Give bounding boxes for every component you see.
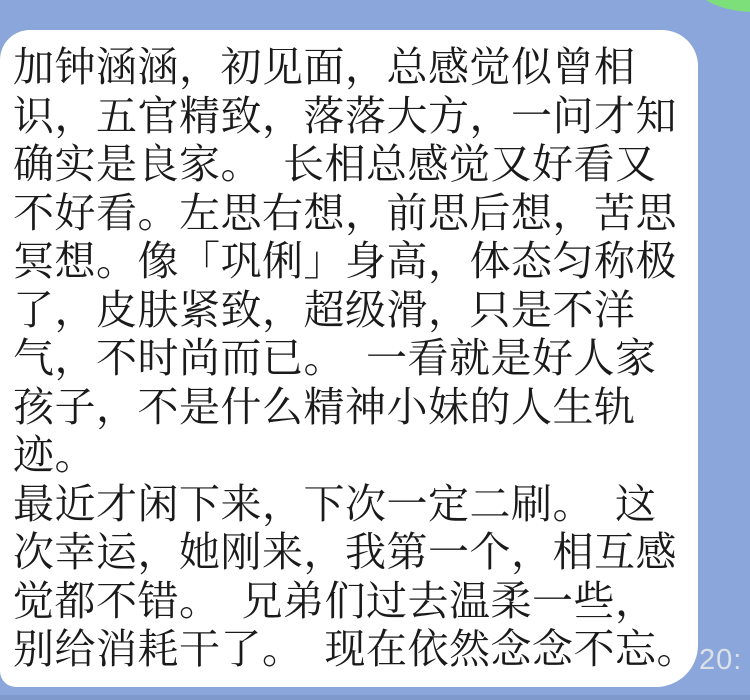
message-line: 次幸运，她刚来，我第一个，相互感: [13, 529, 677, 575]
message-line: 最近才闲下来，下次一定二刷。 这: [13, 480, 657, 527]
wallpaper-bottom-shade: [0, 695, 750, 700]
message-line: 孩子，不是什么精神小妹的人生轨: [13, 383, 636, 430]
message-line: 了，皮肤紧致，超级滑，只是不洋: [13, 286, 636, 333]
message-line: 确实是良家。 长相总感觉又好看又: [13, 141, 657, 187]
message-bubble[interactable]: [0, 30, 698, 687]
message-line: 不好看。左思右想，前思后想，苦思: [13, 189, 677, 236]
message-line: 识，五官精致，落落大方，一问才知: [13, 92, 677, 139]
message-line: 加钟涵涵，初见面，总感觉似曾相: [13, 44, 636, 90]
message-line: 冥想。像「巩俐」身高，体态匀称极: [13, 238, 677, 284]
message-line: 迹。: [13, 432, 96, 478]
message-line: 觉都不错。 兄弟们过去温柔一些，: [13, 577, 657, 624]
message-text: [13, 43, 698, 674]
message-line: 气，不时尚而已。 一看就是好人家: [13, 335, 657, 381]
timestamp: 20:: [699, 644, 743, 676]
message-line: 别给消耗干了。 现在依然念念不忘。: [13, 626, 698, 672]
